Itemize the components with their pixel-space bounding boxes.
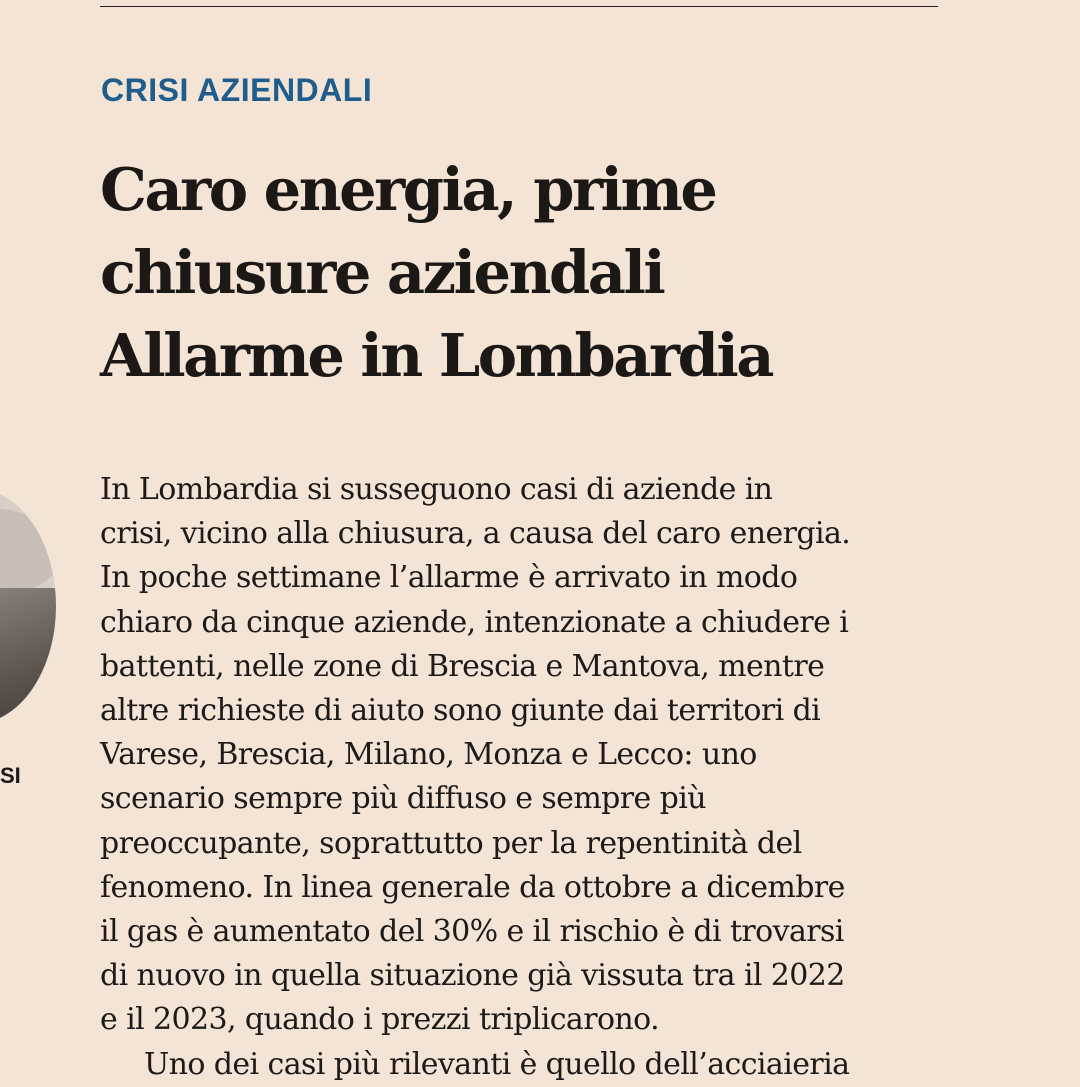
body-line: scenario sempre più diffuso e sempre più	[100, 781, 706, 817]
article-headline	[100, 148, 772, 397]
author-name-fragment: SI	[0, 763, 21, 788]
body-line: il gas è aumentato del 30% e il rischio è di trovarsi	[100, 914, 844, 950]
author-photo	[0, 488, 56, 724]
body-line: In poche settimane l’allarme è arrivato in modo	[100, 560, 798, 596]
body-line: e il 2023, quando i prezzi triplicarono.	[100, 1002, 660, 1038]
top-divider	[100, 6, 938, 7]
body-line: chiaro da cinque aziende, intenzionate a chiudere i	[100, 604, 849, 640]
body-line: fenomeno. In linea generale da ottobre a dicembre	[100, 869, 845, 905]
body-line: di nuovo in quella situazione già vissuta tra il 2022	[100, 958, 845, 994]
article-body	[100, 468, 950, 1087]
body-line: altre richieste di aiuto sono giunte dai territori di	[100, 693, 821, 729]
body-line: Uno dei casi più rilevanti è quello dell’acciaieria	[144, 1046, 850, 1082]
headline-line: Caro energia, prime	[100, 155, 716, 224]
headline-line: chiusure aziendali	[100, 238, 664, 307]
headline-line: Allarme in Lombardia	[100, 321, 773, 390]
body-line: preoccupante, soprattutto per la repentinità del	[100, 825, 802, 861]
author-photo-hair	[0, 508, 56, 598]
body-line: battenti, nelle zone di Brescia e Mantova, mentre	[100, 648, 825, 684]
body-line: In Lombardia si susseguono casi di aziende in	[100, 472, 773, 507]
author-photo-shoulder	[0, 588, 56, 724]
body-line: crisi, vicino alla chiusura, a causa del caro energia.	[100, 516, 851, 552]
body-line: Varese, Brescia, Milano, Monza e Lecco: uno	[100, 737, 757, 773]
section-kicker: CRISI AZIENDALI	[101, 72, 373, 108]
